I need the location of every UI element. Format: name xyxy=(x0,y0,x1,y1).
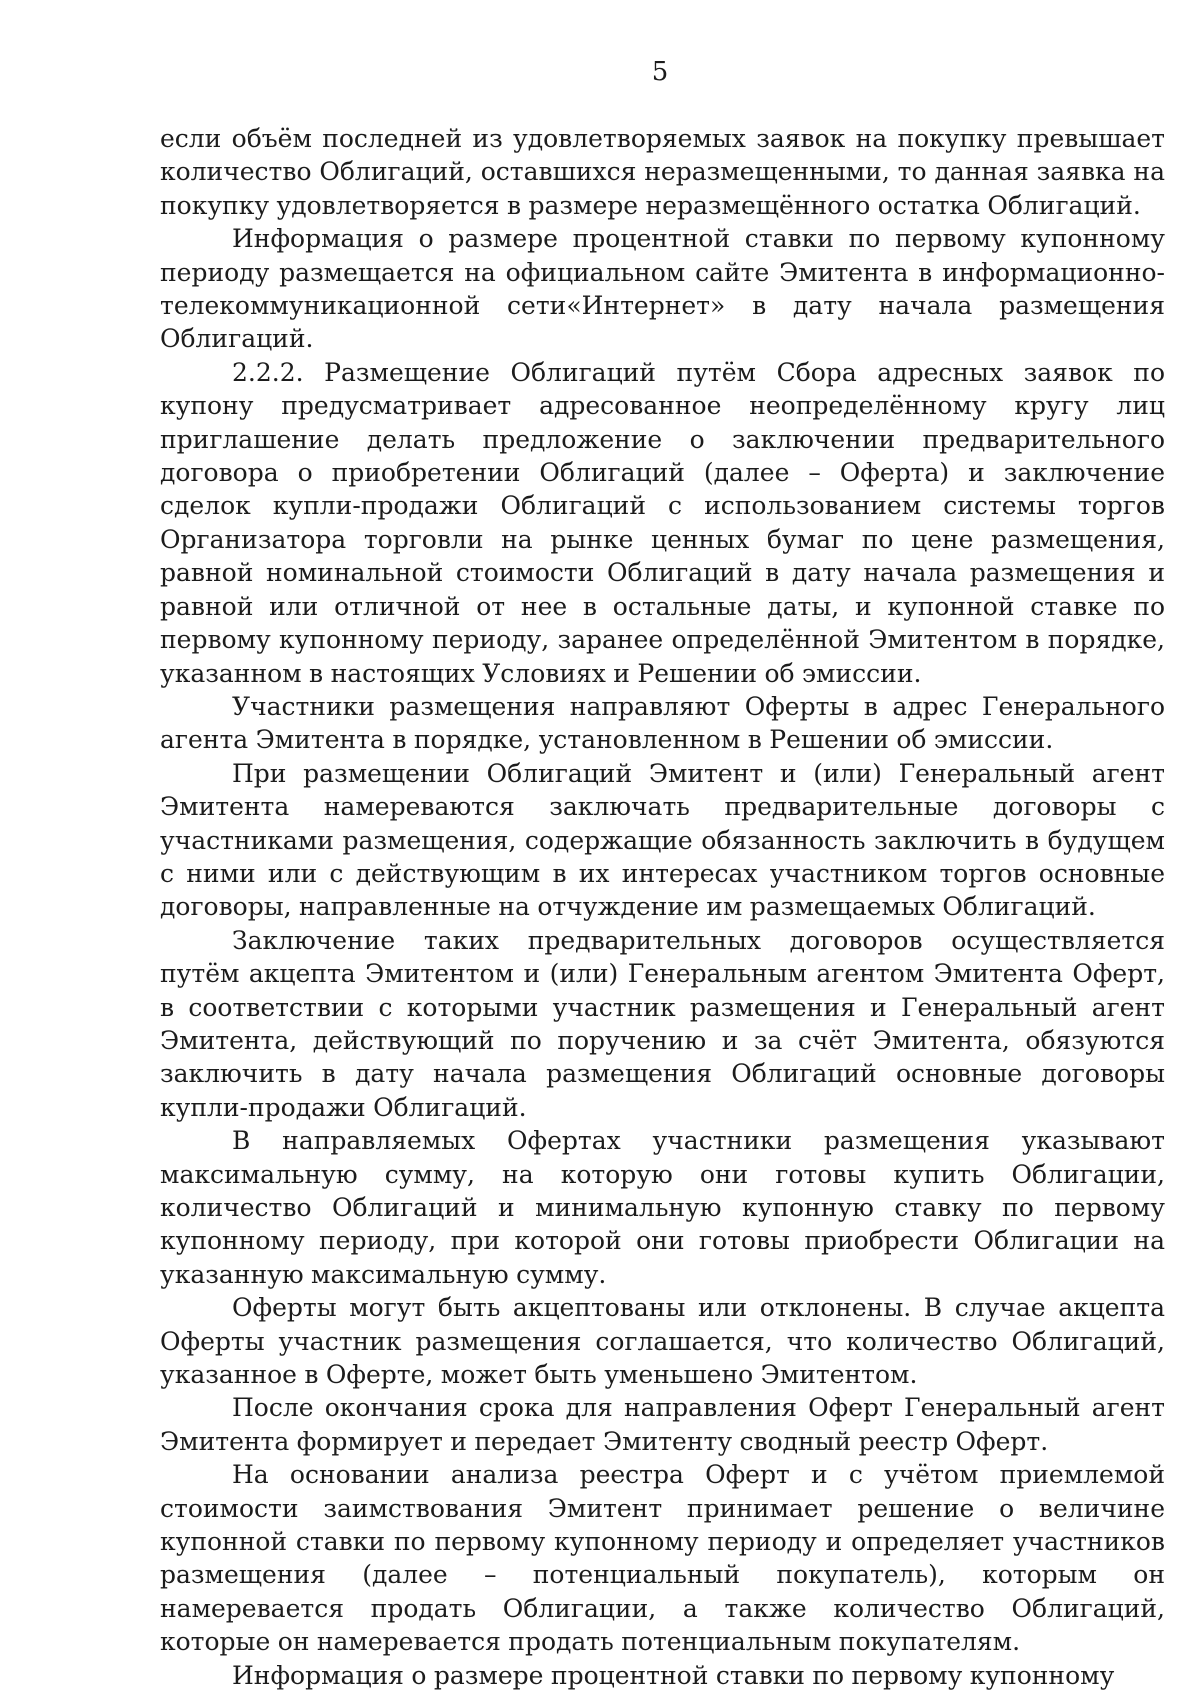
paragraph-offer-contents: В направляемых Офертах участники размещения указывают максимальную сумму, на которую они готовы купить Облигации, количество Облигаций и минимальную купонную ставку по первому купонному периоду, при которой они готовы приобрести Облигации на указанную максимальную сумму. xyxy=(160,1126,1165,1289)
paragraph-rate-info-continued: Информация о размере процентной ставки по первому купонному xyxy=(232,1660,1115,1690)
paragraph-participants: Участники размещения направляют Оферты в адрес Генерального агента Эмитента в порядке, установленном в Решении об эмиссии. xyxy=(160,691,1165,755)
paragraph-section-2-2-2: 2.2.2. Размещение Облигаций путём Сбора адресных заявок по купону предусматривает адресованное неопределённому кругу лиц приглашение делать предложение о заключении предварительного договора о приобретении Облигаций (далее – Оферта) и заключение сделок купли-продажи Облигаций с использованием системы торгов Организатора торговли на рынке ценных бумаг по цене размещения, равной номинальной стоимости Облигаций в дату начала размещения и равной или отличной от нее в остальные даты, и купонной ставке по первому купонному периоду, заранее определённой Эмитентом в порядке, указанном в настоящих Условиях и Решении об эмиссии. xyxy=(160,357,1165,688)
paragraph-offer-acceptance: Оферты могут быть акцептованы или отклонены. В случае акцепта Оферты участник размещения соглашается, что количество Облигаций, указанное в Оферте, может быть уменьшено Эмитентом. xyxy=(160,1293,1165,1390)
paragraph-decision: На основании анализа реестра Оферт и с учётом приемлемой стоимости заимствования Эмитент принимает решение о величине купонной ставки по первому купонному периоду и определяет участников размещения (далее – потенциальный покупатель), которым он намеревается продать Облигации, а также количество Облигаций, которые он намеревается продать потенциальным покупателям. xyxy=(160,1460,1165,1657)
document-body xyxy=(160,122,1165,1692)
paragraph-registry: После окончания срока для направления Оферт Генеральный агент Эмитента формирует и передает Эмитенту сводный реестр Оферт. xyxy=(160,1393,1165,1456)
page-number: 5 xyxy=(651,57,669,87)
paragraph-rate-info: Информация о размере процентной ставки по первому купонному периоду размещается на официальном сайте Эмитента в информационно-телекоммуникационной сети«Интернет» в дату начала размещения Облигаций. xyxy=(160,224,1165,354)
paragraph-acceptance: Заключение таких предварительных договоров осуществляется путём акцепта Эмитентом и (или) Генеральным агентом Эмитента Оферт, в соответствии с которыми участник размещения и Генеральный агент Эмитента, действующий по поручению и за счёт Эмитента, обязуются заключить в дату начала размещения Облигаций основные договоры купли-продажи Облигаций. xyxy=(160,925,1165,1122)
paragraph-continuation: если объём последней из удовлетворяемых заявок на покупку превышает количество Облигаций, оставшихся неразмещенными, то данная заявка на покупку удовлетворяется в размере неразмещённого остатка Облигаций. xyxy=(160,124,1165,220)
paragraph-placement-agreements: При размещении Облигаций Эмитент и (или) Генеральный агент Эмитента намереваются заключать предварительные договоры с участниками размещения, содержащие обязанность заключить в будущем с ними или с действующим в их интересах участником торгов основные договоры, направленные на отчуждение им размещаемых Облигаций. xyxy=(160,758,1165,922)
